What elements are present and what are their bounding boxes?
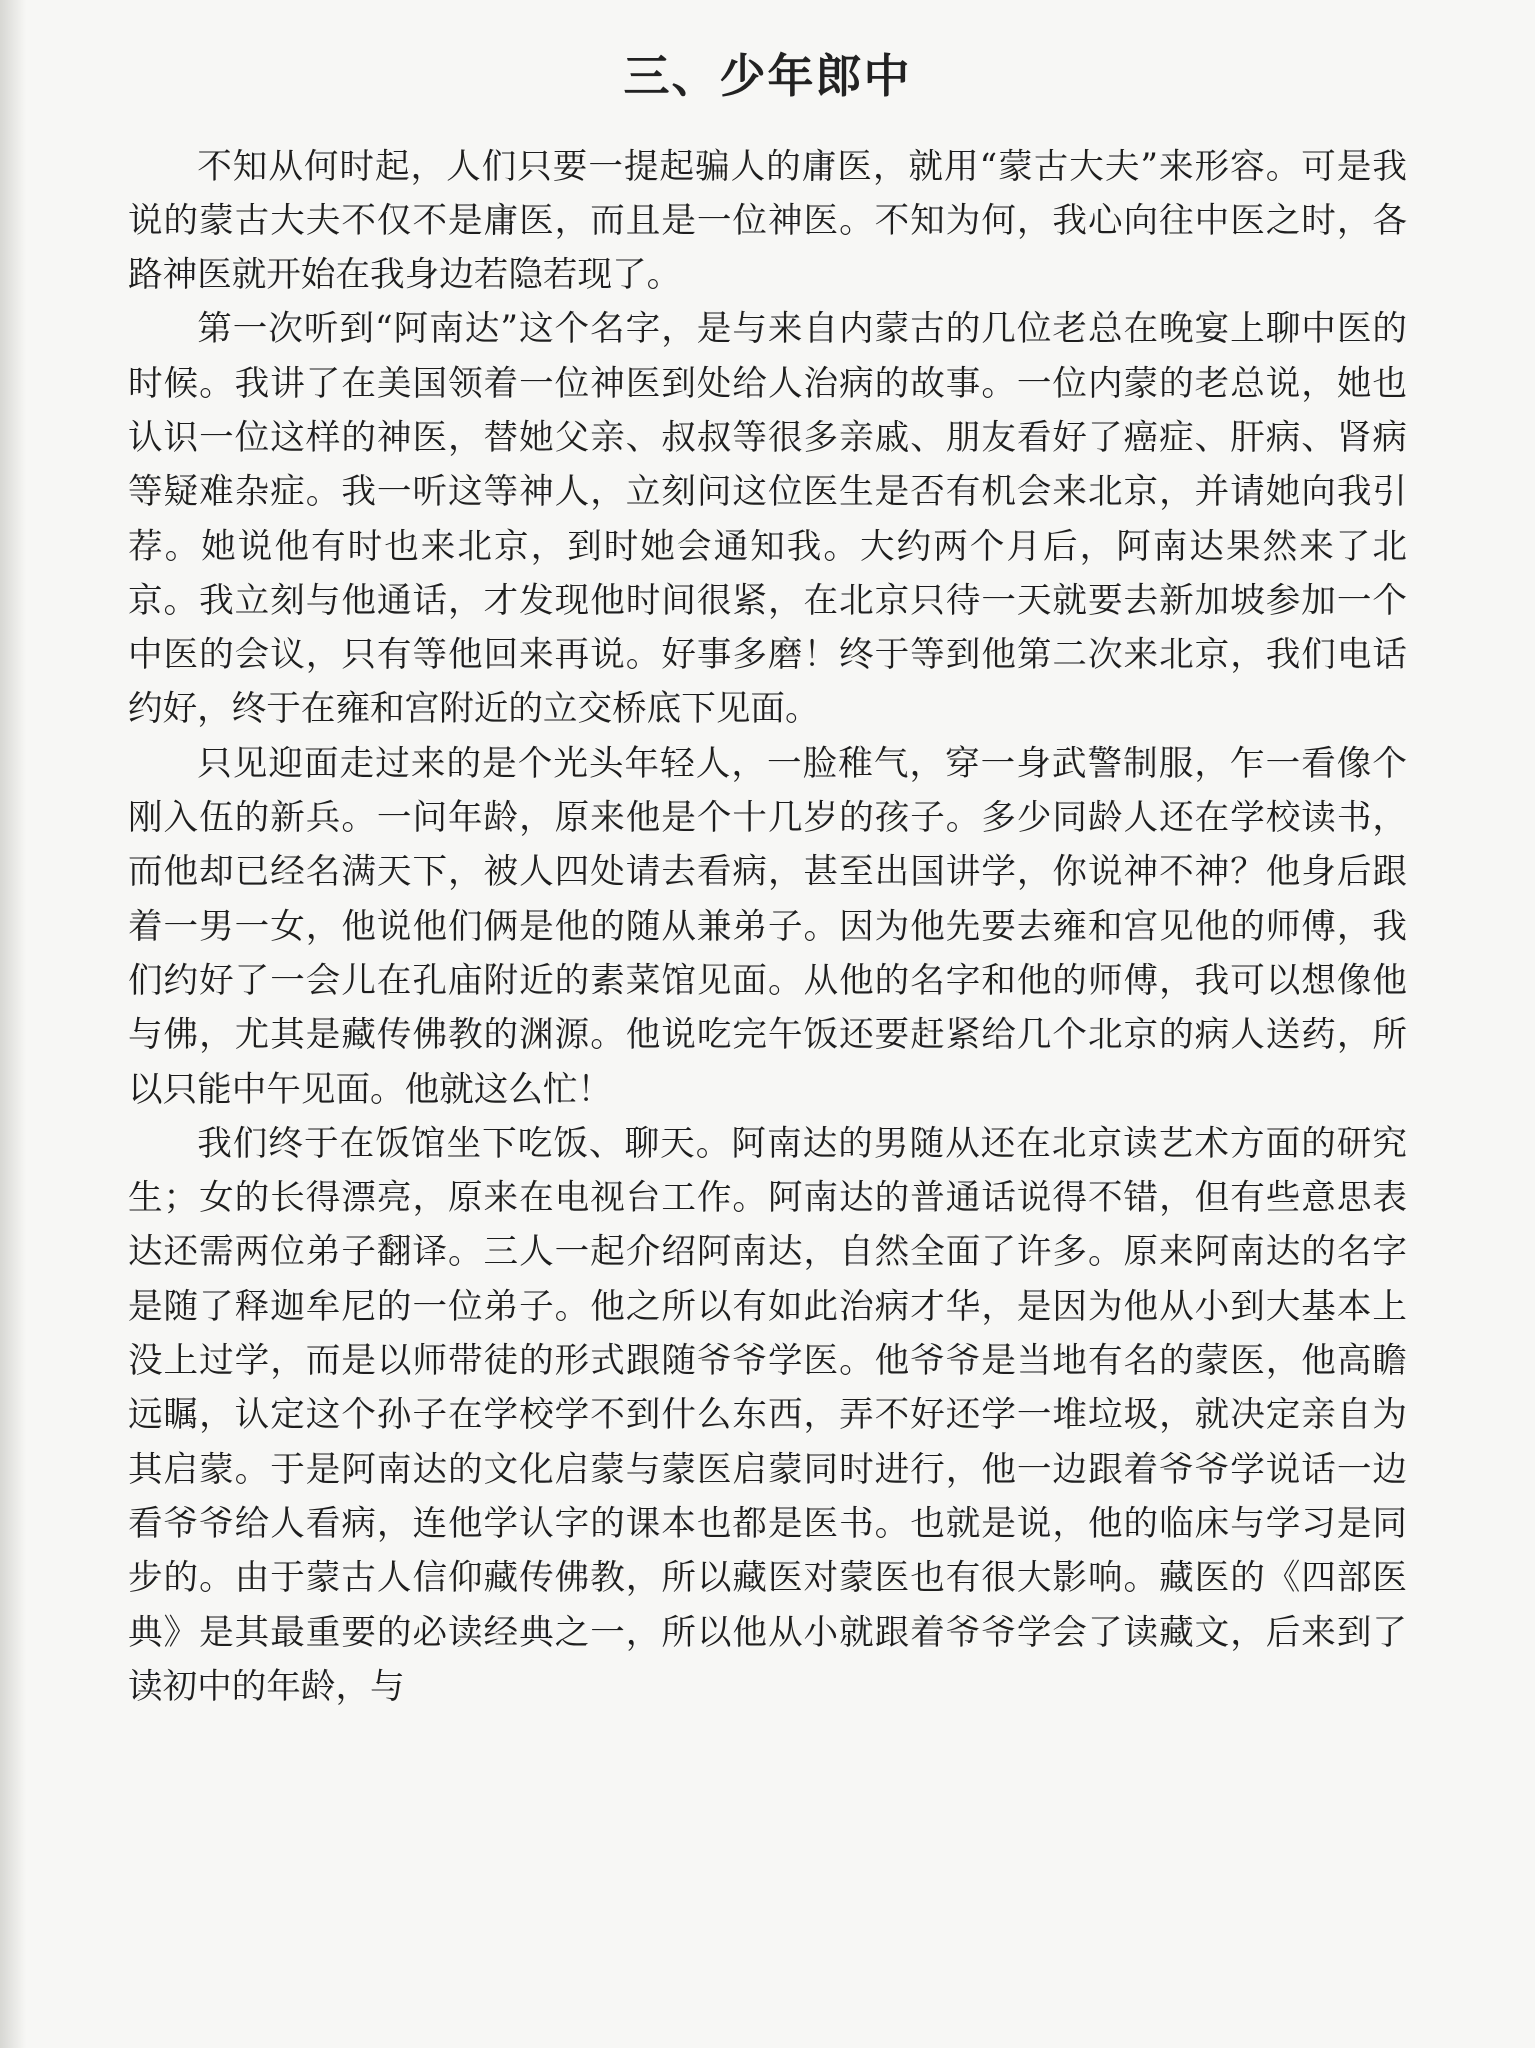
page-gutter-shadow xyxy=(0,0,26,2048)
chapter-title: 三、少年郎中 xyxy=(623,49,912,103)
page-content xyxy=(128,48,1407,1714)
paragraph-1: 不知从何时起，人们只要一提起骗人的庸医，就用“蒙古大夫”来形容。可是我说的蒙古大夫不仅不是庸医，而且是一位神医。不知为何，我心向往中医之时，各路神医就开始在我身边若隐若现了。 xyxy=(128,146,1407,296)
paragraph-4: 我们终于在饭馆坐下吃饭、聊天。阿南达的男随从还在北京读艺术方面的研究生；女的长得漂亮，原来在电视台工作。阿南达的普通话说得不错，但有些意思表达还需两位弟子翻译。三人一起介绍阿南达，自然全面了许多。原来阿南达的名字是随了释迦牟尼的一位弟子。他之所以有如此治病才华，是因为他从小到大基本上没上过学，而是以师带徒的形式跟随爷爷学医。他爷爷是当地有名的蒙医，他高瞻远瞩，认定这个孙子在学校学不到什么东西，弄不好还学一堆垃圾，就决定亲自为其启蒙。于是阿南达的文化启蒙与蒙医启蒙同时进行，他一边跟着爷爷学说话一边看爷爷给人看病，连他学认字的课本也都是医书。也就是说，他的临床与学习是同步的。由于蒙古人信仰藏传佛教，所以藏医对蒙医也有很大影响。藏医的《四部医典》是其最重要的必读经典之一，所以他从小就跟着爷爷学会了读藏文，后来到了读初中的年龄，与 xyxy=(128,1123,1407,1707)
paragraph-2: 第一次听到“阿南达”这个名字，是与来自内蒙古的几位老总在晚宴上聊中医的时候。我讲了在美国领着一位神医到处给人治病的故事。一位内蒙的老总说，她也认识一位这样的神医，替她父亲、叔叔等很多亲戚、朋友看好了癌症、肝病、肾病等疑难杂症。我一听这等神人，立刻问这位医生是否有机会来北京，并请她向我引荐。她说他有时也来北京，到时她会通知我。大约两个月后，阿南达果然来了北京。我立刻与他通话，才发现他时间很紧，在北京只待一天就要去新加坡参加一个中医的会议，只有等他回来再说。好事多磨！终于等到他第二次来北京，我们电话约好，终于在雍和宫附近的立交桥底下见面。 xyxy=(128,309,1407,730)
paragraph-3: 只见迎面走过来的是个光头年轻人，一脸稚气，穿一身武警制服，乍一看像个刚入伍的新兵。一问年龄，原来他是个十几岁的孩子。多少同龄人还在学校读书，而他却已经名满天下，被人四处请去看病，甚至出国讲学，你说神不神？他身后跟着一男一女，他说他们俩是他的随从兼弟子。因为他先要去雍和宫见他的师傅，我们约好了一会儿在孔庙附近的素菜馆见面。从他的名字和他的师傅，我可以想像他与佛，尤其是藏传佛教的渊源。他说吃完午饭还要赶紧给几个北京的病人送药，所以只能中午见面。他就这么忙！ xyxy=(128,743,1407,1110)
